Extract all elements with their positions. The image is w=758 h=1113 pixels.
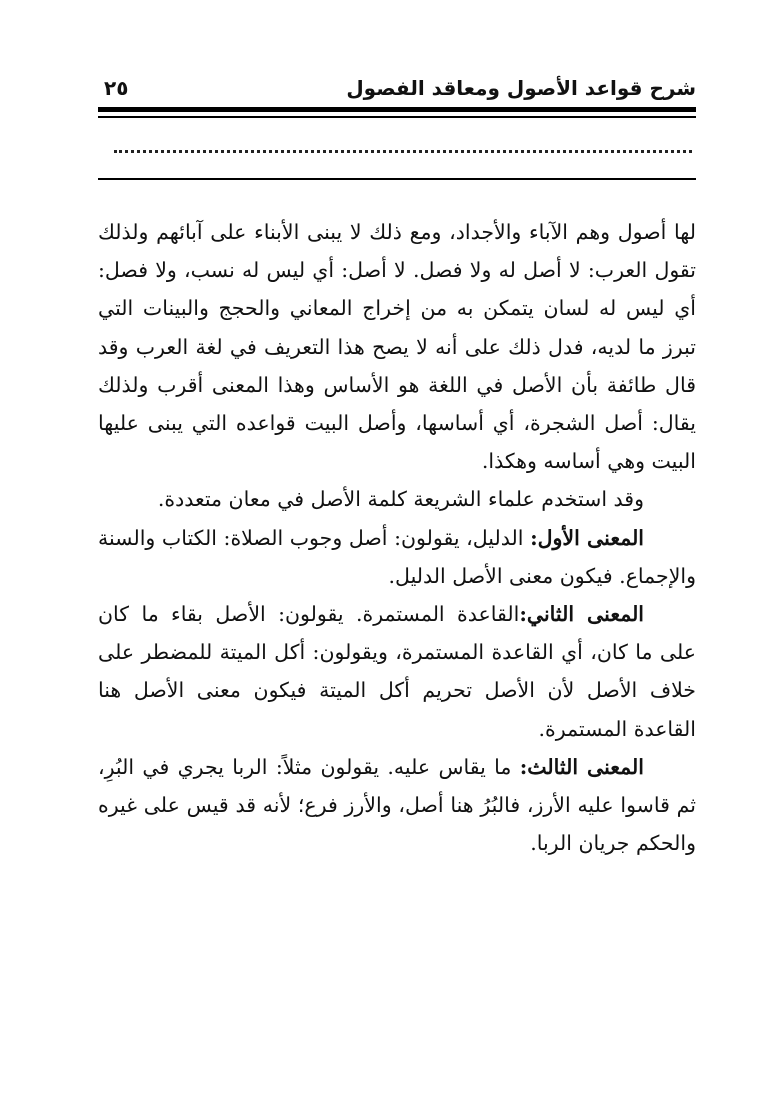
paragraph-2: وقد استخدم علماء الشريعة كلمة الأصل في معان متعددة. [157, 487, 644, 512]
header-thick-rule [98, 107, 696, 112]
paragraph-meaning-1 [98, 519, 696, 595]
meaning-2-term: المعنى الثاني: [519, 602, 645, 627]
paragraph-1: لها أصول وهم الآباء والأجداد، ومع ذلك لا يبنى الأبناء على آبائهم ولذلك تقول العرب: لا أصل له ولا فصل. لا أصل: أي ليس له نسب، ولا فصل: أي ليس له لسان يتمكن به من إخراج المعاني والحجج والبينات التي تبرز ما لديه، فدل ذلك على أنه لا يصح هذا التعريف في لغة العرب وقد قال طائفة بأن الأصل في اللغة هو الأساس وهذا المعنى أقرب ولذلك يقال: أصل الشجرة، أي أساسها، وأصل البيت قواعده التي يبنى عليها البيت وهي أساسه وهكذا. [98, 220, 696, 474]
section-rule [98, 178, 696, 180]
header-thin-rule [98, 116, 696, 118]
meaning-1-text: الدليل، يقولون: أصل وجوب الصلاة: الكتاب والسنة والإجماع. فيكون معنى الأصل الدليل. [98, 525, 696, 588]
dotted-separator [114, 150, 692, 153]
meaning-2-text: القاعدة المستمرة. يقولون: الأصل بقاء ما كان على ما كان، أي القاعدة المستمرة، ويقولون: أكل الميتة للمضطر على خلاف الأصل لأن الأصل تحريم أكل الميتة فيكون معنى الأصل هنا القاعدة المستمرة. [98, 602, 696, 741]
running-header [98, 70, 696, 110]
meaning-3-text: ما يقاس عليه. يقولون مثلاً: الربا يجري في البُرِ، ثم قاسوا عليه الأرز، فالبُرُ هنا أصل، والأرز فرع؛ لأنه قد قيس على غيره والحكم جريان الربا. [98, 754, 696, 856]
paragraph-meaning-3 [98, 748, 696, 863]
meaning-1-term: المعنى الأول: [530, 525, 645, 550]
meaning-3-term: المعنى الثالث: [519, 754, 644, 779]
page-number: ٢٥ [104, 76, 129, 100]
paragraph-meaning-2 [98, 595, 696, 748]
body-text [98, 213, 696, 862]
book-title: شرح قواعد الأصول ومعاقد الفصول [346, 76, 696, 100]
